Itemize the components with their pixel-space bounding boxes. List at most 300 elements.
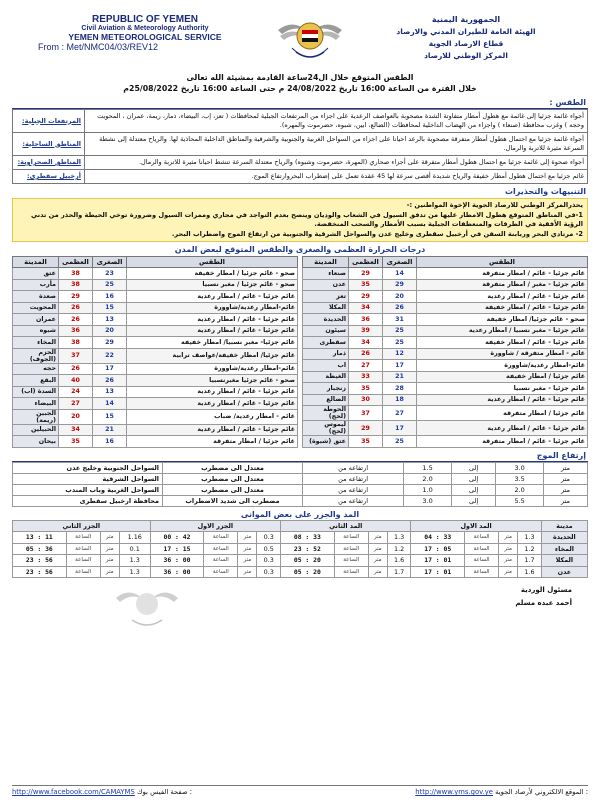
city-name: تعز bbox=[303, 291, 349, 303]
min-temp: 20 bbox=[93, 325, 127, 337]
tide-row bbox=[13, 566, 588, 578]
low2-time: 13 : 11 bbox=[13, 532, 67, 544]
authority-logo-icon bbox=[274, 10, 346, 68]
city-row bbox=[303, 360, 588, 372]
low2-height-unit: متر bbox=[100, 532, 119, 544]
website-label: الموقع الالكتروني لأرصاد الجوية : bbox=[495, 788, 588, 796]
low1-time-unit: الساعة bbox=[204, 532, 238, 544]
max-temp: 26 bbox=[349, 348, 383, 360]
min-temp: 25 bbox=[383, 337, 417, 349]
weather-condition: غائم جزئيا - غائم / امطار رعدية bbox=[417, 394, 588, 406]
max-temp: 29 bbox=[59, 291, 93, 303]
wave-unit: متر bbox=[543, 462, 587, 473]
city-row bbox=[303, 337, 588, 349]
max-temp: 35 bbox=[349, 436, 383, 448]
tide-table bbox=[12, 520, 588, 579]
region-label: أرخبيل سقطرى: bbox=[13, 170, 85, 184]
ar-country: الجمهورية اليمنية bbox=[431, 15, 501, 24]
forecast-title bbox=[12, 72, 588, 94]
weather-table bbox=[12, 109, 588, 184]
wave-from-value: 1.0 bbox=[404, 484, 452, 495]
max-temp: 26 bbox=[59, 302, 93, 314]
low2-time: 23 : 56 bbox=[13, 555, 67, 567]
city-row bbox=[13, 363, 298, 375]
weather-row bbox=[13, 133, 588, 156]
low1-height: 0.3 bbox=[257, 532, 281, 544]
region-forecast: أجواء صحوة إلى غائمة جزئيا مع احتمال هطول أمطار متفرقة على أجزاء صحاري (المهرة، حضرموت وشبوه) والرياح معتدلة السرعة تنشط احيانا مثيرة للاتربة والرمال. bbox=[85, 156, 588, 170]
city-row bbox=[13, 348, 298, 363]
city-row bbox=[13, 314, 298, 326]
city-name: عدن bbox=[303, 279, 349, 291]
weather-condition: غائم جزئيا - غائم / امطار رعدية bbox=[127, 424, 298, 436]
wave-to-label: إلى bbox=[451, 484, 496, 495]
warning-line: 2- مرتادي البحر وربابنة السفن في أرخبيل سقطرى وخليج عدن والسواحل الشرقية والجنوبية من ارتفاع الموج واضطراب البحر. bbox=[171, 229, 583, 238]
high2-height: 1.3 bbox=[387, 532, 411, 544]
wave-unit: متر bbox=[543, 495, 587, 506]
weather-condition: غائم جزئيا / امطار متفرقة bbox=[127, 436, 298, 448]
max-temp: 26 bbox=[59, 314, 93, 326]
low2-height-unit: متر bbox=[100, 555, 119, 567]
col-weather: الطقس bbox=[127, 257, 298, 268]
low2-time-unit: الساعة bbox=[66, 555, 100, 567]
wave-from-label: ارتفاعه من bbox=[303, 473, 404, 484]
wave-from-value: 2.0 bbox=[404, 473, 452, 484]
low2-height: 1.3 bbox=[119, 566, 150, 578]
weather-condition: غائم جزئيا / امطار خفيفة bbox=[417, 371, 588, 383]
city-row bbox=[13, 386, 298, 398]
signature-block bbox=[12, 584, 588, 628]
wave-to-value: 2.0 bbox=[496, 484, 544, 495]
weather-condition: غائم جزئيا - مغبر / امطار متفرقة bbox=[417, 279, 588, 291]
high1-time-unit: الساعة bbox=[465, 566, 499, 578]
weather-condition: صحو - غائم جزئيا / امطار خفيفة bbox=[127, 268, 298, 280]
city-row bbox=[13, 436, 298, 448]
high1-time-unit: الساعة bbox=[465, 543, 499, 555]
weather-row bbox=[13, 156, 588, 170]
min-temp: 17 bbox=[93, 363, 127, 375]
city-name: المكلا bbox=[303, 302, 349, 314]
high2-height: 1.6 bbox=[387, 555, 411, 567]
port-name: المخاء bbox=[541, 543, 587, 555]
city-name: الحوطة (لحج) bbox=[303, 406, 349, 421]
weather-heading: الطقس : bbox=[12, 97, 588, 109]
col-max: العظمى bbox=[59, 257, 93, 268]
weather-condition: غائم جزئيا - مغبر نسبيا / امطار رعدية bbox=[417, 325, 588, 337]
region-label: المرتفعات الجبلية: bbox=[13, 110, 85, 133]
city-name: المخاء bbox=[13, 337, 59, 349]
wave-row bbox=[13, 473, 588, 484]
wave-table bbox=[12, 462, 588, 507]
min-temp: 21 bbox=[93, 424, 127, 436]
high2-time: 08 : 33 bbox=[281, 532, 335, 544]
region-forecast: أجواء غائمة جزئيا مع احتمال هطول أمطار متفرقة مصحوبة بالرعد احيانا على اجزاء من السواحل الغربية والجنوبية والشرقية والمناطق الداخلية المحاذية لها. والرياح معتدلة إلى نشطة السرعة مثيرة للاتربة والرمال. bbox=[85, 133, 588, 156]
max-temp: 36 bbox=[349, 314, 383, 326]
wave-from-label: ارتفاعه من bbox=[303, 462, 404, 473]
wave-state: معتدل الى مضطرب bbox=[163, 484, 303, 495]
city-name: عتق (شبوة) bbox=[303, 436, 349, 448]
high1-height-unit: متر bbox=[499, 532, 518, 544]
min-temp: 20 bbox=[383, 291, 417, 303]
region-forecast: أجواء غائمة جزئيا إلى غائمة مع هطول أمطار متفاوتة الشدة مصحوبة بالعواصف الرعدية على اجزاء من المرتفعات الجبلية لمحافظات ( تعز، إب، البيضاء، ذمار، ريمة، عمران ، المحويت وحجه ) وغرب محافظة (صنعاء ) واجزاء من الهضاب الداخلية لمحافظات (الضالع، ابين، شبوه، حضرموت والمهره). bbox=[85, 110, 588, 133]
min-temp: 29 bbox=[93, 337, 127, 349]
low2-height-unit: متر bbox=[100, 543, 119, 555]
title-period: خلال الفترة من الساعة 16:00 تاريخ 24/08/2022 م حتى الساعة 16:00 تاريخ 25/08/2022م bbox=[123, 84, 477, 93]
low1-time: 17 : 15 bbox=[150, 543, 204, 555]
ar-sector: قطاع الارصاد الجوية bbox=[428, 39, 504, 48]
weather-condition: صحو - غائم جزئيا / مغبر نسبيا bbox=[127, 279, 298, 291]
wave-from-label: ارتفاعه من bbox=[303, 484, 404, 495]
en-service: YEMEN METEOROLOGICAL SERVICE bbox=[68, 32, 222, 42]
high2-time-unit: الساعة bbox=[334, 543, 368, 555]
city-name: اب bbox=[303, 360, 349, 372]
high2-time-unit: الساعة bbox=[334, 566, 368, 578]
city-row bbox=[303, 325, 588, 337]
title-line-1: الطقس المتوقع خلال ال24ساعة القادمة بمشيئة الله تعالى bbox=[186, 73, 414, 82]
city-name: السدة (اب) bbox=[13, 386, 59, 398]
min-temp: 21 bbox=[383, 371, 417, 383]
low1-time: 36 : 00 bbox=[150, 566, 204, 578]
low1-time: 36 : 00 bbox=[150, 555, 204, 567]
city-name: البيضاء bbox=[13, 398, 59, 410]
wave-state: معتدل الى مضطرب bbox=[163, 473, 303, 484]
city-name: الضالع bbox=[303, 394, 349, 406]
min-temp: 16 bbox=[93, 436, 127, 448]
min-temp: 17 bbox=[383, 360, 417, 372]
col-port: مدينة bbox=[541, 520, 587, 532]
city-row bbox=[303, 383, 588, 395]
city-row bbox=[303, 371, 588, 383]
weather-condition: صحو - غائم جزئيا/ امطار خفيفة bbox=[417, 314, 588, 326]
max-temp: 20 bbox=[59, 409, 93, 424]
weather-row bbox=[13, 170, 588, 184]
city-row bbox=[13, 375, 298, 387]
weather-condition: غائم-امطار رعدية/شاوورة bbox=[127, 363, 298, 375]
weather-condition: غائم جزئيا- مغبر نسبيا/ امطار خفيفة bbox=[127, 337, 298, 349]
city-name: عمران bbox=[13, 314, 59, 326]
letterhead bbox=[12, 8, 588, 70]
high2-time: 23 : 52 bbox=[281, 543, 335, 555]
high1-height-unit: متر bbox=[499, 543, 518, 555]
max-temp: 24 bbox=[59, 386, 93, 398]
low1-height: 0.3 bbox=[257, 566, 281, 578]
high2-time: 05 : 20 bbox=[281, 555, 335, 567]
wave-area: محافظة ارخبيل سقطرى bbox=[13, 495, 163, 506]
weather-condition: غائم جزئيا - غائم / امطار رعدية bbox=[417, 421, 588, 436]
city-row bbox=[303, 268, 588, 280]
city-name: الغيظة bbox=[303, 371, 349, 383]
english-header bbox=[30, 14, 260, 52]
city-row bbox=[13, 424, 298, 436]
max-temp: 38 bbox=[59, 279, 93, 291]
city-name: سيئون bbox=[303, 325, 349, 337]
high1-time: 17 : 01 bbox=[411, 566, 465, 578]
city-name: حجه bbox=[13, 363, 59, 375]
city-name: بيحان bbox=[13, 436, 59, 448]
max-temp: 37 bbox=[349, 406, 383, 421]
city-name: ليموس (لحج) bbox=[303, 421, 349, 436]
min-temp: 15 bbox=[93, 302, 127, 314]
high2-time-unit: الساعة bbox=[334, 555, 368, 567]
weather-condition: غائم جزئيا - غائم / امطار رعدية bbox=[127, 314, 298, 326]
tide-row bbox=[13, 555, 588, 567]
weather-condition: غائم جزئيا / امطار متفرقة bbox=[417, 406, 588, 421]
weather-condition: غائم جزئيا - غائم / امطار رعدية bbox=[127, 291, 298, 303]
wave-to-label: إلى bbox=[451, 495, 496, 506]
max-temp: 35 bbox=[349, 383, 383, 395]
weather-condition: غائم - امطار رعدية/ ضباب bbox=[127, 409, 298, 424]
high1-time: 04 : 33 bbox=[411, 532, 465, 544]
wave-row bbox=[13, 484, 588, 495]
warning-line: يحذرالمركز الوطني للارصاد الجوية الإخوة المواطنين :- bbox=[406, 201, 583, 209]
min-temp: 31 bbox=[383, 314, 417, 326]
col-city: المدينة bbox=[303, 257, 349, 268]
min-temp: 25 bbox=[383, 436, 417, 448]
port-name: الحديدة bbox=[541, 532, 587, 544]
weather-condition: غائم جزئيا - غائم / امطار متفرقة bbox=[417, 436, 588, 448]
wave-to-value: 3.0 bbox=[496, 462, 544, 473]
low1-height: 0.5 bbox=[257, 543, 281, 555]
max-temp: 27 bbox=[59, 398, 93, 410]
weather-condition: غائم جزئيا - غائم / امطار رعدية bbox=[417, 291, 588, 303]
high1-height: 1.2 bbox=[518, 543, 542, 555]
city-row bbox=[13, 325, 298, 337]
city-name: شبوه bbox=[13, 325, 59, 337]
wave-to-value: 5.5 bbox=[496, 495, 544, 506]
wave-state: معتدل الى مضطرب bbox=[163, 462, 303, 473]
weather-condition: غائم-امطار رعدية/شاوورة bbox=[417, 360, 588, 372]
city-name: الجبين (ريمة) bbox=[13, 409, 59, 424]
weather-condition: غائم-امطار رعدية/شاوورة bbox=[127, 302, 298, 314]
wave-state: مضطرب الى شديد الاضطراب bbox=[163, 495, 303, 506]
city-name: الحبيلين bbox=[13, 424, 59, 436]
waves-heading: إرتفاع الموج bbox=[12, 450, 588, 462]
city-name: صعدة bbox=[13, 291, 59, 303]
city-row bbox=[13, 302, 298, 314]
tide-row bbox=[13, 532, 588, 544]
wave-area: السواحل الجنوبية وخليج عدن bbox=[13, 462, 163, 473]
col-min: الصغرى bbox=[383, 257, 417, 268]
temperature-tables bbox=[12, 256, 588, 448]
low1-time: 00 : 42 bbox=[150, 532, 204, 544]
low1-time-unit: الساعة bbox=[204, 543, 238, 555]
max-temp: 38 bbox=[59, 268, 93, 280]
city-row bbox=[303, 291, 588, 303]
city-row bbox=[303, 302, 588, 314]
high2-height-unit: متر bbox=[368, 543, 387, 555]
max-temp: 37 bbox=[59, 348, 93, 363]
low2-time-unit: الساعة bbox=[66, 543, 100, 555]
high1-height-unit: متر bbox=[499, 566, 518, 578]
max-temp: 39 bbox=[349, 325, 383, 337]
facebook-label: صفحة الفيس بوك : bbox=[136, 788, 193, 796]
high2-height-unit: متر bbox=[368, 555, 387, 567]
temperature-table-left bbox=[12, 256, 298, 448]
high2-height-unit: متر bbox=[368, 566, 387, 578]
min-temp: 14 bbox=[383, 268, 417, 280]
warning-line: 1-في المناطق المتوقع هطول الامطار عليها من تدفق السيول في الشعاب والوديان وينصح بعدم التواجد في مجاري وممرات السيول وضرورة توخي الحيطة والحذر من تدني الرؤية الأفقية في الطرقات والمنعطفات الجبلية بسبب الأمطار والسحب المنخفضة. bbox=[30, 210, 583, 228]
region-label: المناطق الساحلية: bbox=[13, 133, 85, 156]
col-high2: المد الثاني bbox=[281, 520, 411, 532]
max-temp: 26 bbox=[59, 363, 93, 375]
wave-row bbox=[13, 495, 588, 506]
min-temp: 13 bbox=[93, 314, 127, 326]
low2-height: 0.1 bbox=[119, 543, 150, 555]
min-temp: 18 bbox=[383, 394, 417, 406]
en-country: REPUBLIC OF YEMEN bbox=[92, 14, 198, 25]
low2-time-unit: الساعة bbox=[66, 532, 100, 544]
city-name: سقطرى bbox=[303, 337, 349, 349]
wave-unit: متر bbox=[543, 484, 587, 495]
weather-condition: غائم جزئيا - غائم / امطار رعدية bbox=[127, 325, 298, 337]
city-name: ذمار bbox=[303, 348, 349, 360]
low2-time-unit: الساعة bbox=[66, 566, 100, 578]
arabic-header bbox=[366, 14, 566, 62]
warnings-heading: التنبيهات والتحذيرات bbox=[504, 187, 586, 196]
min-temp: 23 bbox=[93, 268, 127, 280]
wave-from-label: ارتفاعه من bbox=[303, 495, 404, 506]
high1-time-unit: الساعة bbox=[465, 555, 499, 567]
region-label: المناطق الصحراوية: bbox=[13, 156, 85, 170]
low1-height-unit: متر bbox=[238, 555, 257, 567]
min-temp: 14 bbox=[93, 398, 127, 410]
col-min: الصغرى bbox=[93, 257, 127, 268]
weather-condition: غائم جزئيا - غائم / امطار رعدية bbox=[127, 398, 298, 410]
col-max: العظمى bbox=[349, 257, 383, 268]
max-temp: 40 bbox=[59, 375, 93, 387]
weather-condition: غائم جزئيا - مغبر نسبيا bbox=[417, 383, 588, 395]
city-name: صنعاء bbox=[303, 268, 349, 280]
ar-authority: الهيئة العامة للطيران المدني والارصاد bbox=[396, 27, 536, 36]
weather-condition: غائم جزئيا - غائم / امطار متفرقة bbox=[417, 268, 588, 280]
min-temp: 13 bbox=[93, 386, 127, 398]
high2-height: 1.7 bbox=[387, 566, 411, 578]
low2-height-unit: متر bbox=[100, 566, 119, 578]
city-row bbox=[13, 409, 298, 424]
min-temp: 27 bbox=[383, 406, 417, 421]
min-temp: 16 bbox=[93, 291, 127, 303]
city-row bbox=[303, 436, 588, 448]
low1-height-unit: متر bbox=[238, 566, 257, 578]
city-row bbox=[13, 337, 298, 349]
max-temp: 34 bbox=[349, 302, 383, 314]
min-temp: 17 bbox=[383, 421, 417, 436]
port-name: المكلا bbox=[541, 555, 587, 567]
city-row bbox=[13, 279, 298, 291]
wave-to-label: إلى bbox=[451, 462, 496, 473]
low1-height: 0.3 bbox=[257, 555, 281, 567]
min-temp: 12 bbox=[383, 348, 417, 360]
warnings-box bbox=[12, 198, 588, 242]
region-forecast: غائم جزئيا مع احتمال هطول أمطار خفيفة والرياح شديدة أقصى سرعة لها 45 عقدة تعمل على إضطراب البحروارتفاع الموج. bbox=[85, 170, 588, 184]
low2-height: 1.16 bbox=[119, 532, 150, 544]
col-low1: الجزر الاول bbox=[150, 520, 280, 532]
wave-row bbox=[13, 462, 588, 473]
max-temp: 35 bbox=[59, 436, 93, 448]
city-row bbox=[303, 279, 588, 291]
col-weather: الطقس bbox=[417, 257, 588, 268]
en-form-code: From : Met/NMC04/03/REV12 bbox=[38, 42, 159, 52]
low1-height-unit: متر bbox=[238, 532, 257, 544]
temperature-table-right bbox=[302, 256, 588, 448]
wave-to-label: إلى bbox=[451, 473, 496, 484]
max-temp: 30 bbox=[349, 394, 383, 406]
max-temp: 34 bbox=[59, 424, 93, 436]
high1-height: 1.7 bbox=[518, 555, 542, 567]
min-temp: 29 bbox=[383, 279, 417, 291]
wave-area: السواحل الغربية وباب المندب bbox=[13, 484, 163, 495]
min-temp: 25 bbox=[93, 279, 127, 291]
weather-condition: غائم جزئيا - غائم / امطار رعدية bbox=[127, 386, 298, 398]
city-row bbox=[303, 394, 588, 406]
max-temp: 29 bbox=[349, 291, 383, 303]
wave-from-value: 3.0 bbox=[404, 495, 452, 506]
wave-from-value: 1.5 bbox=[404, 462, 452, 473]
col-city: المدينة bbox=[13, 257, 59, 268]
city-name: مأرب bbox=[13, 279, 59, 291]
port-name: عدن bbox=[541, 566, 587, 578]
city-row bbox=[303, 406, 588, 421]
high1-height: 1.3 bbox=[518, 532, 542, 544]
tide-row bbox=[13, 543, 588, 555]
temperatures-heading: درجات الحرارة العظمى والصغرى والطقس المتوقع لبعض المدن bbox=[174, 245, 426, 254]
wave-area: السواحل الشرقية bbox=[13, 473, 163, 484]
official-stamp-icon bbox=[112, 580, 182, 634]
max-temp: 29 bbox=[349, 268, 383, 280]
high2-time: 05 : 20 bbox=[281, 566, 335, 578]
low1-time-unit: الساعة bbox=[204, 566, 238, 578]
high1-height-unit: متر bbox=[499, 555, 518, 567]
city-name: البقع bbox=[13, 375, 59, 387]
city-row bbox=[303, 314, 588, 326]
weather-condition: غائم جزئيا/ امطار خفيفة/عواصف ترابية bbox=[127, 348, 298, 363]
min-temp: 26 bbox=[93, 375, 127, 387]
city-row bbox=[13, 291, 298, 303]
col-low2: الجزر الثاني bbox=[13, 520, 151, 532]
high2-height: 1.2 bbox=[387, 543, 411, 555]
weather-condition: صحو - غائم جزئيا مغبرنسبيا bbox=[127, 375, 298, 387]
max-temp: 33 bbox=[349, 371, 383, 383]
shift-officer-name: أحمد عبده مسلم bbox=[515, 599, 572, 607]
min-temp: 26 bbox=[383, 302, 417, 314]
max-temp: 35 bbox=[349, 279, 383, 291]
min-temp: 15 bbox=[93, 409, 127, 424]
high1-time-unit: الساعة bbox=[465, 532, 499, 544]
max-temp: 38 bbox=[59, 337, 93, 349]
city-row bbox=[303, 348, 588, 360]
city-name: زنجبار bbox=[303, 383, 349, 395]
weather-condition: غائم جزئيا - غائم / امطار خفيفة bbox=[417, 302, 588, 314]
city-row bbox=[303, 421, 588, 436]
footer bbox=[12, 785, 588, 796]
website-link[interactable]: http://www.yms.gov.ye bbox=[415, 788, 493, 796]
min-temp: 22 bbox=[93, 348, 127, 363]
ar-center: المركز الوطني للارصاد bbox=[424, 51, 508, 60]
city-row bbox=[13, 398, 298, 410]
min-temp: 25 bbox=[383, 325, 417, 337]
low2-height: 1.3 bbox=[119, 555, 150, 567]
facebook-link[interactable]: http://www.facebook.com/CAMAYMS bbox=[12, 788, 135, 796]
high2-time-unit: الساعة bbox=[334, 532, 368, 544]
en-authority: Civil Aviation & Meteorology Authority bbox=[81, 25, 209, 32]
city-name: عتق bbox=[13, 268, 59, 280]
col-high1: المد الاول bbox=[411, 520, 541, 532]
high2-height-unit: متر bbox=[368, 532, 387, 544]
high1-time: 17 : 05 bbox=[411, 543, 465, 555]
min-temp: 28 bbox=[383, 383, 417, 395]
wave-unit: متر bbox=[543, 473, 587, 484]
high1-time: 17 : 01 bbox=[411, 555, 465, 567]
city-name: الحزم (الجوف) bbox=[13, 348, 59, 363]
